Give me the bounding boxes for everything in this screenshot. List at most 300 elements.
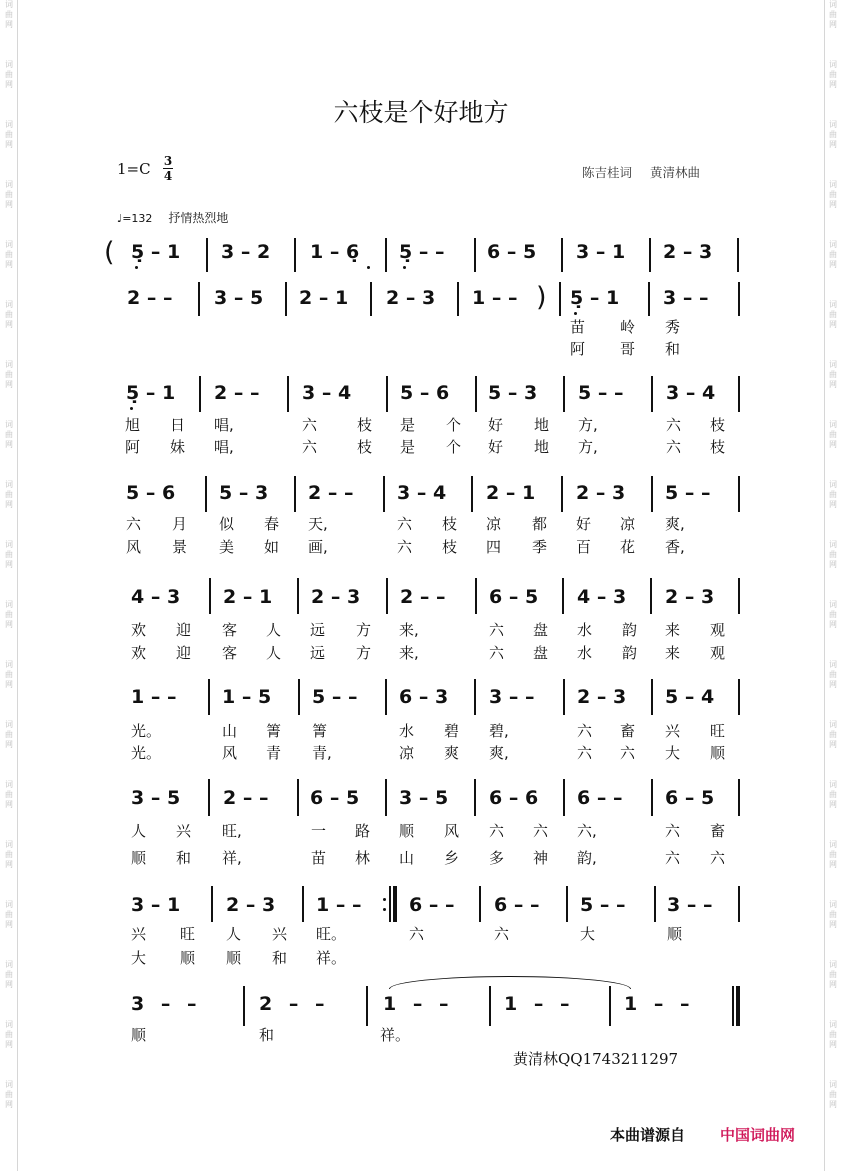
barline xyxy=(562,578,564,614)
lyric-char: 来 xyxy=(665,621,681,639)
lyric-char: 妹 xyxy=(170,438,186,456)
lyric-char: 盘 xyxy=(533,644,549,662)
measure: 6 – 3 xyxy=(399,686,449,708)
watermark-mark: 词 曲 网 xyxy=(829,420,837,449)
barline xyxy=(198,282,200,316)
lyric-char: 月 xyxy=(172,515,188,533)
barline xyxy=(386,376,388,412)
barline xyxy=(559,282,561,316)
lyric-char: 风 xyxy=(126,538,142,556)
lyric-char: 旺 xyxy=(180,925,196,943)
barline xyxy=(302,886,304,922)
lyric-char: 兴 xyxy=(272,925,288,943)
lyric-char: 路 xyxy=(355,822,371,840)
measure: 5̣ – – xyxy=(399,241,445,263)
lyric-char: 六 xyxy=(397,515,413,533)
barline xyxy=(389,886,391,922)
lyric-char: 方 xyxy=(356,644,372,662)
barline xyxy=(738,779,740,816)
lyric-char: 畜 xyxy=(620,722,636,740)
barline xyxy=(609,986,611,1026)
watermark-mark: 词 曲 网 xyxy=(5,0,13,29)
lyric-char: 乡 xyxy=(444,849,460,867)
lyric-char: 光。 xyxy=(131,722,162,740)
watermark-mark: 词 曲 网 xyxy=(5,900,13,929)
lyric-char: 好 xyxy=(488,438,504,456)
barline xyxy=(386,578,388,614)
watermark-mark: 词 曲 网 xyxy=(5,540,13,569)
barline xyxy=(651,376,653,412)
watermark-mark: 词 曲 网 xyxy=(5,780,13,809)
lyric-char: 山 xyxy=(222,722,238,740)
lyric-char: 箐 xyxy=(266,722,282,740)
lyric-char: 花 xyxy=(620,538,636,556)
footer-source-label: 本曲谱源自 xyxy=(610,1126,686,1144)
lyric-char: 爽 xyxy=(444,744,460,762)
measure: 5 – – xyxy=(665,482,711,504)
watermark-mark: 词 曲 网 xyxy=(829,1080,837,1109)
lyric-char: 好 xyxy=(576,515,592,533)
measure: 4 – 3 xyxy=(131,586,181,608)
lyric-char: 客 xyxy=(222,644,238,662)
lyric-char: 盘 xyxy=(533,621,549,639)
lyric-char: 日 xyxy=(170,416,186,434)
barline xyxy=(651,679,653,715)
low-octave-dot xyxy=(574,312,577,315)
lyric-char: 碧 xyxy=(444,722,460,740)
measure: 2 – 1 xyxy=(299,287,349,309)
measure: 6 – 5 xyxy=(310,787,360,809)
watermark-mark: 词 曲 网 xyxy=(829,720,837,749)
lyric-char: 山 xyxy=(399,849,415,867)
watermark-mark: 词 曲 网 xyxy=(829,120,837,149)
measure: 1 – – xyxy=(624,993,690,1015)
measure: 5̣ – 1 xyxy=(131,241,181,263)
lyric-char: 一 xyxy=(311,822,327,840)
lyric-char: 和 xyxy=(272,949,288,967)
lyric-char: 兴 xyxy=(665,722,681,740)
tempo-mark: ♩=132 xyxy=(117,212,153,225)
barline xyxy=(474,238,476,272)
barline xyxy=(205,476,207,512)
measure: 5̣ – 1 xyxy=(126,382,176,404)
song-title: 六枝是个好地方 xyxy=(333,98,509,127)
arranger-signature: 黄清林QQ1743211297 xyxy=(513,1050,679,1068)
watermark-mark: 词 曲 网 xyxy=(829,360,837,389)
watermark-mark: 词 曲 网 xyxy=(5,180,13,209)
watermark-mark: 词 曲 网 xyxy=(5,720,13,749)
measure: 3 – 4 xyxy=(302,382,352,404)
watermark-mark: 词 曲 网 xyxy=(5,300,13,329)
lyric-char: 客 xyxy=(222,621,238,639)
lyric-char: 六 xyxy=(665,849,681,867)
lyric-char: 神 xyxy=(533,849,549,867)
lyric-char: 旺 xyxy=(710,722,726,740)
measure: 3 – 4 xyxy=(666,382,716,404)
measure: 1 – – xyxy=(316,894,362,916)
lyric-char: 祥, xyxy=(222,849,242,867)
barline xyxy=(287,376,289,412)
lyric-char: 和 xyxy=(259,1026,275,1044)
barline xyxy=(738,282,740,316)
watermark-mark: 词 曲 网 xyxy=(5,360,13,389)
lyric-char: 远 xyxy=(310,621,326,639)
lyric-char: 枝 xyxy=(442,538,458,556)
lyric-char: 方, xyxy=(578,438,598,456)
lyric-char: 六 xyxy=(665,822,681,840)
score-system-8 xyxy=(0,886,842,976)
watermark-mark: 词 曲 网 xyxy=(829,0,837,29)
composer: 黄清林曲 xyxy=(650,165,701,180)
score-system-5 xyxy=(0,578,842,662)
lyric-char: 观 xyxy=(710,644,726,662)
barline xyxy=(475,376,477,412)
barline xyxy=(385,238,387,272)
watermark-mark: 词 曲 网 xyxy=(829,1020,837,1049)
lyric-char: 欢 xyxy=(131,644,147,662)
measure: 2 – 3 xyxy=(311,586,361,608)
barline xyxy=(294,238,296,272)
measure: 1 – – xyxy=(383,993,449,1015)
watermark-mark: 词 曲 网 xyxy=(5,480,13,509)
watermark-mark: 词 曲 网 xyxy=(5,1080,13,1109)
lyric-char: 六 xyxy=(489,644,505,662)
measure: 5 – 6 xyxy=(400,382,450,404)
lyric-char: 观 xyxy=(710,621,726,639)
lyric-char: 风 xyxy=(444,822,460,840)
expression-mark: 抒情热烈地 xyxy=(168,211,229,225)
lyric-char: 水 xyxy=(577,621,593,639)
lyric-char: 六 xyxy=(710,849,726,867)
time-signature xyxy=(163,155,173,182)
lyric-char: 箐 xyxy=(312,722,328,740)
lyric-char: 枝 xyxy=(442,515,458,533)
barline xyxy=(285,282,287,316)
measure: 2 – 3 xyxy=(576,482,626,504)
barline xyxy=(489,986,491,1026)
lyric-char: 唱, xyxy=(214,416,234,434)
final-barline-thin xyxy=(732,986,734,1026)
barline xyxy=(383,476,385,512)
lyric-char: 如 xyxy=(264,538,280,556)
meter-top: 3 xyxy=(163,154,173,168)
lyric-char: 人 xyxy=(266,644,282,662)
measure: 3 – 1 xyxy=(131,894,181,916)
lyric-char: 阿 xyxy=(125,438,141,456)
lyric-char: 香, xyxy=(665,538,685,556)
barline xyxy=(385,779,387,816)
measure: 5̣ – 1 xyxy=(570,287,620,309)
lyric-char: 人 xyxy=(266,621,282,639)
lyric-char: 好 xyxy=(488,416,504,434)
watermark-mark: 词 曲 网 xyxy=(5,600,13,629)
lyric-char: 大 xyxy=(665,744,681,762)
barline xyxy=(738,679,740,715)
barline xyxy=(479,886,481,922)
lyric-char: 似 xyxy=(219,515,235,533)
lyric-char: 兴 xyxy=(176,822,192,840)
measure: 6 – 5 xyxy=(487,241,537,263)
lyric-char: 都 xyxy=(532,515,548,533)
lyric-char: 枝 xyxy=(357,438,373,456)
watermark-mark: 词 曲 网 xyxy=(5,420,13,449)
lyric-char: 碧, xyxy=(489,722,509,740)
measure: 4 – 3 xyxy=(577,586,627,608)
measure: 2 – 3 xyxy=(577,686,627,708)
repeat-barline-thick xyxy=(393,886,397,922)
measure: 3 – – xyxy=(131,993,197,1015)
measure: 6 – 5 xyxy=(489,586,539,608)
low-octave-dot xyxy=(130,407,133,410)
lyric-char: 秀 xyxy=(665,318,681,336)
final-barline-thick xyxy=(736,986,740,1026)
lyric-char: 人 xyxy=(131,822,147,840)
barline xyxy=(208,779,210,816)
lyricist: 陈吉桂词 xyxy=(582,165,633,180)
measure: 2 – – xyxy=(214,382,260,404)
watermark-mark: 词 曲 网 xyxy=(829,60,837,89)
lyric-char: 六 xyxy=(577,744,593,762)
score-system-9 xyxy=(0,976,842,1050)
watermark-mark: 词 曲 网 xyxy=(5,960,13,989)
measure: 2 – – xyxy=(400,586,446,608)
watermark-mark: 词 曲 网 xyxy=(829,780,837,809)
measure: 2 – 1 xyxy=(223,586,273,608)
measure: 1 – – xyxy=(131,686,177,708)
barline xyxy=(738,578,740,614)
footer-site-link[interactable]: 中国词曲网 xyxy=(720,1126,796,1144)
lyric-char: 顺 xyxy=(667,925,683,943)
lyric-char: 顺 xyxy=(226,949,242,967)
lyric-char: 凉 xyxy=(620,515,636,533)
barline xyxy=(649,238,651,272)
barline xyxy=(561,476,563,512)
measure: 2 – – xyxy=(223,787,269,809)
lyric-char: 祥。 xyxy=(380,1026,411,1044)
measure: 2 – 3 xyxy=(386,287,436,309)
lyric-char: 顺 xyxy=(180,949,196,967)
score-system-6 xyxy=(0,679,842,763)
lyric-char: 旺, xyxy=(222,822,242,840)
lyric-char: 六 xyxy=(397,538,413,556)
lyric-char: 是 xyxy=(400,438,416,456)
lyric-char: 顺 xyxy=(131,1026,147,1044)
lyric-char: 方, xyxy=(578,416,598,434)
measure: 6 – 6 xyxy=(489,787,539,809)
lyric-char: 欢 xyxy=(131,621,147,639)
barline xyxy=(297,779,299,816)
lyric-char: 旺。 xyxy=(316,925,347,943)
lyric-char: 风 xyxy=(222,744,238,762)
watermark-mark: 词 曲 网 xyxy=(829,840,837,869)
measure: 2 – 3 xyxy=(665,586,715,608)
barline xyxy=(208,679,210,715)
measure: 6 – 5 xyxy=(665,787,715,809)
low-octave-dot xyxy=(403,266,406,269)
watermark-mark: 词 曲 网 xyxy=(829,240,837,269)
barline xyxy=(471,476,473,512)
lyric-char: 个 xyxy=(446,416,462,434)
lyric-char: 地 xyxy=(534,416,550,434)
watermark-mark: 词 曲 网 xyxy=(829,540,837,569)
lyric-char: 大 xyxy=(580,925,596,943)
lyric-char: 韵 xyxy=(622,621,638,639)
barline xyxy=(651,779,653,816)
barline xyxy=(561,238,563,272)
watermark-mark: 词 曲 网 xyxy=(5,660,13,689)
lyric-char: 地 xyxy=(534,438,550,456)
lyric-char: 凉 xyxy=(399,744,415,762)
barline xyxy=(654,886,656,922)
barline xyxy=(737,238,739,272)
watermark-mark: 词 曲 网 xyxy=(5,840,13,869)
measure: 6 – – xyxy=(577,787,623,809)
watermark-mark: 词 曲 网 xyxy=(5,1020,13,1049)
measure: 5 – – xyxy=(580,894,626,916)
score-system-7 xyxy=(0,779,842,869)
score-system-2 xyxy=(0,282,842,362)
lyric-char: 韵, xyxy=(577,849,597,867)
score-system-4 xyxy=(0,476,842,560)
lyric-char: 青, xyxy=(312,744,332,762)
lyric-char: 光。 xyxy=(131,744,162,762)
watermark-mark: 词 曲 网 xyxy=(829,660,837,689)
repeat-close-paren: ) xyxy=(536,282,547,313)
lyric-char: 人 xyxy=(226,925,242,943)
lyric-char: 枝 xyxy=(357,416,373,434)
barline xyxy=(738,886,740,922)
lyric-char: 远 xyxy=(310,644,326,662)
lyric-char: 六 xyxy=(126,515,142,533)
watermark-mark: 词 曲 网 xyxy=(5,120,13,149)
barline xyxy=(474,779,476,816)
credits xyxy=(582,163,700,181)
lyric-char: 和 xyxy=(665,340,681,358)
measure: 1 – 6̣ xyxy=(310,241,360,263)
barline xyxy=(370,282,372,316)
measure: 3 – – xyxy=(663,287,709,309)
measure: 3 – 2 xyxy=(221,241,271,263)
lyric-char: 林 xyxy=(355,849,371,867)
barline xyxy=(563,679,565,715)
lyric-char: 大 xyxy=(131,949,147,967)
lyric-char: 和 xyxy=(176,849,192,867)
repeat-dot xyxy=(383,908,386,911)
measure: 2 – 1 xyxy=(486,482,536,504)
lyric-char: 画, xyxy=(308,538,328,556)
lyric-char: 唱, xyxy=(214,438,234,456)
lyric-char: 六, xyxy=(577,822,597,840)
measure: 3 – 5 xyxy=(131,787,181,809)
watermark-mark: 词 曲 网 xyxy=(829,600,837,629)
lyric-char: 来, xyxy=(399,621,419,639)
measure: 5 – 6 xyxy=(126,482,176,504)
lyric-char: 个 xyxy=(446,438,462,456)
lyric-char: 来, xyxy=(399,644,419,662)
watermark-mark: 词 曲 网 xyxy=(829,180,837,209)
lyric-char: 迎 xyxy=(176,644,192,662)
watermark-mark: 词 曲 网 xyxy=(829,960,837,989)
lyric-char: 顺 xyxy=(710,744,726,762)
barline xyxy=(366,986,368,1026)
barline xyxy=(648,282,650,316)
barline xyxy=(738,376,740,412)
measure: 5 – 3 xyxy=(219,482,269,504)
lyric-char: 苗 xyxy=(570,318,586,336)
barline xyxy=(294,476,296,512)
watermark-mark: 词 曲 网 xyxy=(5,60,13,89)
lyric-char: 岭 xyxy=(620,318,636,336)
measure: 2 – – xyxy=(308,482,354,504)
lyric-char: 凉 xyxy=(486,515,502,533)
low-octave-dot xyxy=(135,266,138,269)
watermark-mark: 词 曲 网 xyxy=(829,480,837,509)
barline xyxy=(457,282,459,316)
measure: 3 – 5 xyxy=(399,787,449,809)
lyric-char: 顺 xyxy=(399,822,415,840)
lyric-char: 来 xyxy=(665,644,681,662)
lyric-char: 六 xyxy=(489,822,505,840)
lyric-char: 迎 xyxy=(176,621,192,639)
lyric-char: 方 xyxy=(356,621,372,639)
repeat-open-paren: ( xyxy=(104,237,115,268)
lyric-char: 水 xyxy=(399,722,415,740)
measure: 2 – – xyxy=(127,287,173,309)
barline xyxy=(297,578,299,614)
measure: 3 – 5 xyxy=(214,287,264,309)
measure: 3 – – xyxy=(667,894,713,916)
lyric-char: 六 xyxy=(666,416,682,434)
barline xyxy=(563,376,565,412)
lyric-char: 六 xyxy=(302,438,318,456)
lyric-char: 美 xyxy=(219,538,235,556)
measure: 6 – – xyxy=(494,894,540,916)
lyric-char: 六 xyxy=(666,438,682,456)
lyric-char: 爽, xyxy=(489,744,509,762)
measure: 2 – 3 xyxy=(663,241,713,263)
lyric-char: 青 xyxy=(266,744,282,762)
barline xyxy=(243,986,245,1026)
measure: 5 – – xyxy=(312,686,358,708)
lyric-char: 兴 xyxy=(131,925,147,943)
lyric-char: 枝 xyxy=(710,438,726,456)
key-signature: 1=C xyxy=(117,160,151,178)
lyric-char: 畜 xyxy=(710,822,726,840)
lyric-char: 六 xyxy=(409,925,425,943)
barline xyxy=(209,578,211,614)
meter-bottom: 4 xyxy=(163,169,173,183)
lyric-char: 爽, xyxy=(665,515,685,533)
lyric-char: 六 xyxy=(620,744,636,762)
score-system-1 xyxy=(0,238,842,278)
lyric-char: 百 xyxy=(576,538,592,556)
lyric-char: 水 xyxy=(577,644,593,662)
barline xyxy=(651,476,653,512)
measure: 3 – 4 xyxy=(397,482,447,504)
lyric-char: 韵 xyxy=(622,644,638,662)
lyric-char: 顺 xyxy=(131,849,147,867)
watermark-mark: 词 曲 网 xyxy=(829,300,837,329)
lyric-char: 六 xyxy=(302,416,318,434)
lyric-char: 春 xyxy=(264,515,280,533)
barline xyxy=(566,886,568,922)
lyric-char: 六 xyxy=(577,722,593,740)
lyric-char: 六 xyxy=(494,925,510,943)
lyric-char: 六 xyxy=(533,822,549,840)
measure: 5 – 3 xyxy=(488,382,538,404)
measure: 6 – – xyxy=(409,894,455,916)
lyric-char: 旭 xyxy=(125,416,141,434)
